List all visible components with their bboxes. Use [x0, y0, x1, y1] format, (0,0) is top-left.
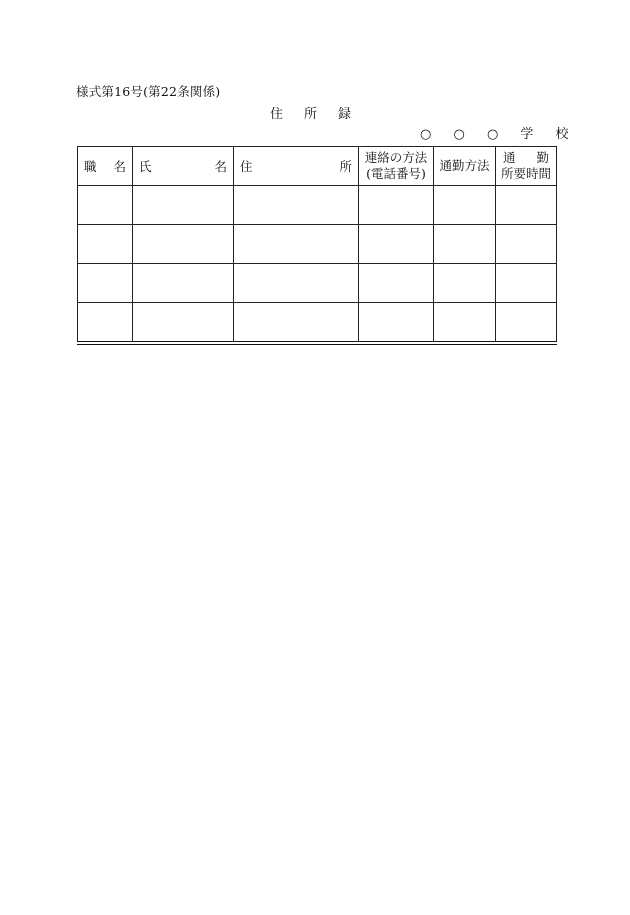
- address-table: [77, 146, 557, 345]
- cell-name[interactable]: [133, 264, 234, 303]
- cell-job-title[interactable]: [78, 264, 133, 303]
- cell-commute-time[interactable]: [496, 303, 557, 344]
- table-row: [78, 264, 557, 303]
- cell-commute-time[interactable]: [496, 225, 557, 264]
- cell-address[interactable]: [234, 186, 359, 225]
- table-row: [78, 225, 557, 264]
- cell-name[interactable]: [133, 186, 234, 225]
- header-name: [133, 147, 234, 186]
- header-address: [234, 147, 359, 186]
- cell-commute-time[interactable]: [496, 264, 557, 303]
- cell-commute-method[interactable]: [434, 264, 496, 303]
- school-name: ○ ○ ○ 学 校: [420, 127, 578, 142]
- cell-contact[interactable]: [359, 303, 434, 344]
- cell-name[interactable]: [133, 225, 234, 264]
- table-row: [78, 303, 557, 344]
- form-number: 様式第16号(第22条関係): [76, 84, 221, 99]
- document-title: 住所録: [270, 107, 373, 122]
- cell-address[interactable]: [234, 225, 359, 264]
- header-contact-line-2: (電話番号): [366, 166, 426, 181]
- header-job-title-char-1: 職: [84, 159, 97, 174]
- header-commute-method: [434, 147, 496, 186]
- cell-contact[interactable]: [359, 264, 434, 303]
- cell-address[interactable]: [234, 303, 359, 344]
- header-name-char-1: 氏: [139, 159, 152, 174]
- header-row: [78, 147, 557, 186]
- header-contact-line-1: 連絡の方法: [364, 150, 428, 165]
- cell-commute-method[interactable]: [434, 186, 496, 225]
- cell-contact[interactable]: [359, 186, 434, 225]
- cell-job-title[interactable]: [78, 303, 133, 344]
- cell-address[interactable]: [234, 264, 359, 303]
- cell-name[interactable]: [133, 303, 234, 344]
- header-commute-method-label: 通勤方法: [439, 158, 490, 173]
- header-commute-time-char-1: 通: [503, 150, 516, 165]
- header-address-char-2: 所: [339, 159, 352, 174]
- header-contact: [359, 147, 434, 186]
- header-job-title: [78, 147, 133, 186]
- cell-commute-method[interactable]: [434, 225, 496, 264]
- header-job-title-char-2: 名: [113, 159, 126, 174]
- header-address-char-1: 住: [240, 159, 253, 174]
- cell-commute-method[interactable]: [434, 303, 496, 344]
- header-commute-time: [496, 147, 557, 186]
- cell-commute-time[interactable]: [496, 186, 557, 225]
- header-commute-time-line-2: 所要時間: [500, 166, 551, 181]
- cell-contact[interactable]: [359, 225, 434, 264]
- header-commute-time-char-2: 勤: [536, 150, 549, 165]
- table-row: [78, 186, 557, 225]
- cell-job-title[interactable]: [78, 186, 133, 225]
- header-name-char-2: 名: [214, 159, 227, 174]
- cell-job-title[interactable]: [78, 225, 133, 264]
